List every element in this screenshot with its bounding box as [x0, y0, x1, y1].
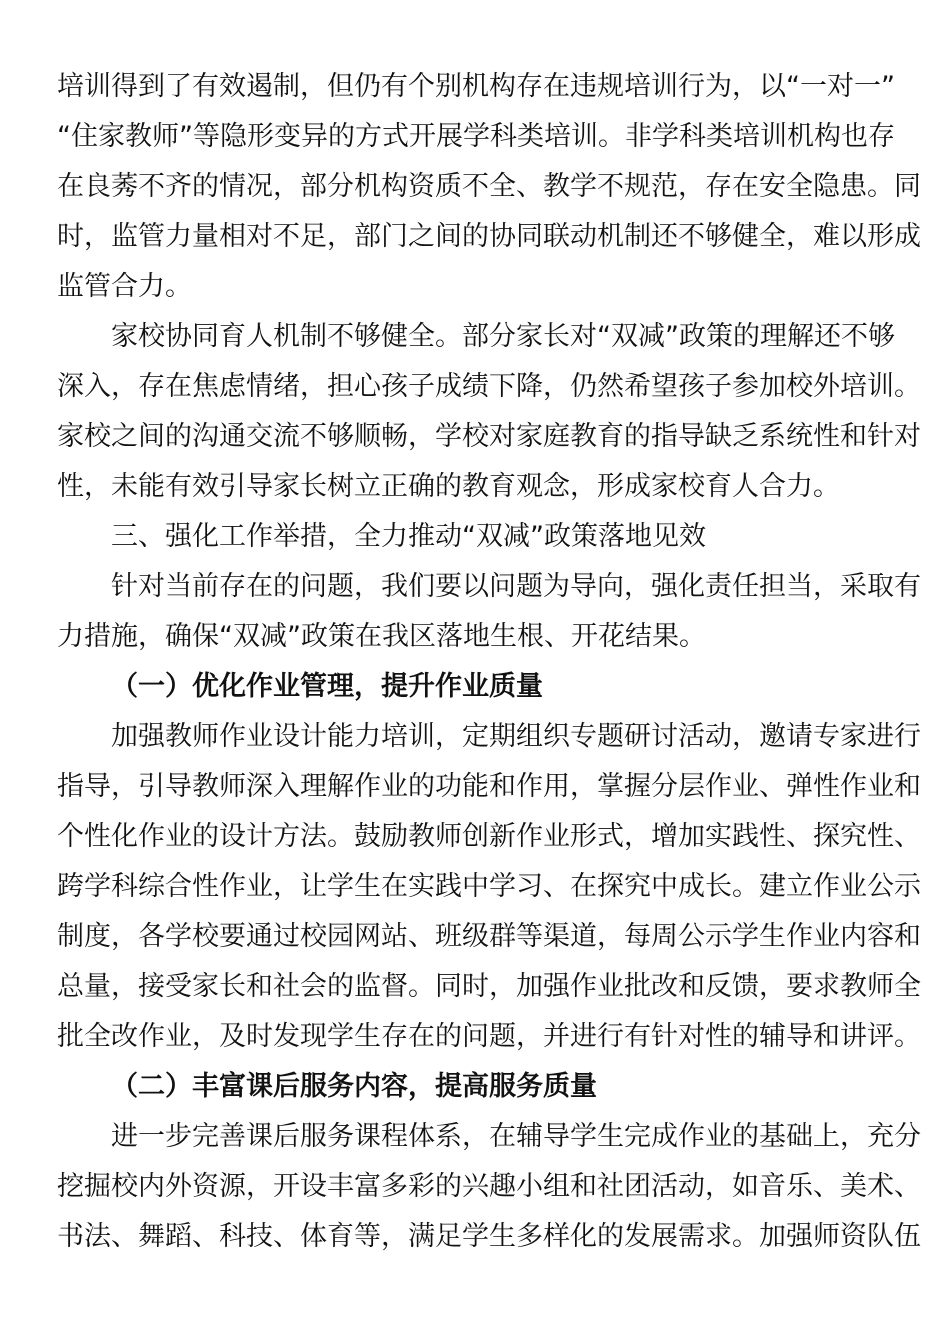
text-line: 跨学科综合性作业，让学生在实践中学习、在探究中成长。建立作业公示	[57, 871, 921, 902]
paragraph-start-line: 加强教师作业设计能力培训，定期组织专题研讨活动，邀请专家进行	[111, 721, 921, 752]
text-line: 性，未能有效引导家长树立正确的教育观念，形成家校育人合力。	[57, 471, 840, 502]
text-line: 批全改作业，及时发现学生存在的问题，并进行有针对性的辅导和讲评。	[57, 1021, 921, 1052]
text-line: 个性化作业的设计方法。鼓励教师创新作业形式，增加实践性、探究性、	[57, 821, 921, 852]
text-line: 深入，存在焦虑情绪，担心孩子成绩下降，仍然希望孩子参加校外培训。	[57, 371, 921, 402]
section-heading: 三、强化工作举措，全力推动“双减”政策落地见效	[111, 521, 706, 552]
subsection-heading: （二）丰富课后服务内容，提高服务质量	[111, 1071, 597, 1102]
text-line: “住家教师”等隐形变异的方式开展学科类培训。非学科类培训机构也存	[57, 121, 895, 152]
text-line: 总量，接受家长和社会的监督。同时，加强作业批改和反馈，要求教师全	[57, 971, 921, 1002]
text-line: 力措施，确保“双减”政策在我区落地生根、开花结果。	[57, 621, 706, 652]
text-line: 书法、舞蹈、科技、体育等，满足学生多样化的发展需求。加强师资队伍	[57, 1221, 921, 1252]
subsection-heading: （一）优化作业管理，提升作业质量	[111, 671, 543, 702]
text-line: 培训得到了有效遏制，但仍有个别机构存在违规培训行为，以“一对一”	[57, 71, 895, 102]
text-line: 指导，引导教师深入理解作业的功能和作用，掌握分层作业、弹性作业和	[57, 771, 921, 802]
text-line: 制度，各学校要通过校园网站、班级群等渠道，每周公示学生作业内容和	[57, 921, 921, 952]
text-line: 家校之间的沟通交流不够顺畅，学校对家庭教育的指导缺乏系统性和针对	[57, 421, 921, 452]
text-line: 监管合力。	[57, 271, 192, 302]
text-line: 时，监管力量相对不足，部门之间的协同联动机制还不够健全，难以形成	[57, 221, 921, 252]
text-line: 在良莠不齐的情况，部分机构资质不全、教学不规范，存在安全隐患。同	[57, 171, 921, 202]
paragraph-start-line: 针对当前存在的问题，我们要以问题为导向，强化责任担当，采取有	[111, 571, 921, 602]
text-line: 挖掘校内外资源，开设丰富多彩的兴趣小组和社团活动，如音乐、美术、	[57, 1171, 921, 1202]
paragraph-start-line: 家校协同育人机制不够健全。部分家长对“双减”政策的理解还不够	[111, 321, 895, 352]
paragraph-start-line: 进一步完善课后服务课程体系，在辅导学生完成作业的基础上，充分	[111, 1121, 921, 1152]
